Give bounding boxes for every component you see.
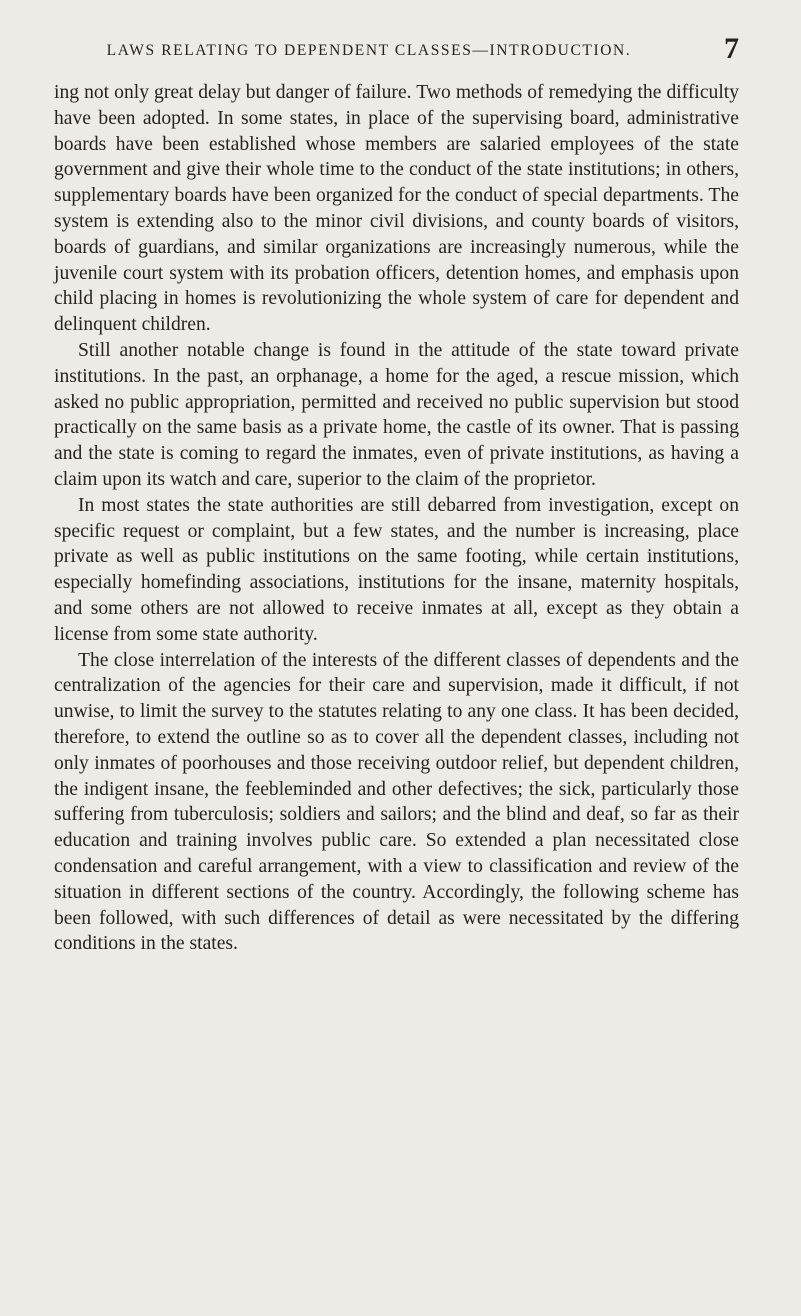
paragraph-investigation: In most states the state authorities are still debarred from investigation, except on specific request or complaint, but a few states, and the number is increasing, place private as well as public institutions on the same footing, while certain institutions, especially homefinding associations, institutions for the insane, maternity hospitals, and some others are not allowed to receive inmates at all, except as they obtain a license from some state authority.: [54, 494, 739, 645]
running-head: LAWS RELATING TO DEPENDENT CLASSES—INTRODUCTION.: [106, 42, 632, 59]
page-number: 7: [724, 32, 739, 65]
body-text: [54, 80, 739, 957]
page-header: [54, 32, 739, 80]
paragraph-private-institutions: Still another notable change is found in the attitude of the state toward private institutions. In the past, an orphanage, a home for the aged, a rescue mission, which asked no public appropriation, permitted and received no public supervision but stood practically on the same basis as a private home, the castle of its owner. That is passing and the state is coming to regard the inmates, even of private institutions, as having a claim upon its watch and care, superior to the claim of the proprietor.: [54, 339, 739, 490]
document-page: [54, 32, 739, 957]
paragraph-continuation: ing not only great delay but danger of failure. Two methods of remedying the difficulty have been adopted. In some states, in place of the supervising board, administrative boards have been established whose members are salaried employees of the state government and give their whole time to the conduct of the state institutions; in others, supplementary boards have been organized for the conduct of special departments. The system is extending also to the minor civil divisions, and county boards of visitors, boards of guardians, and similar organizations are increasingly numerous, while the juvenile court system with its probation officers, detention homes, and emphasis upon child placing in homes is revolutionizing the whole system of care for dependent and delinquent children.: [54, 82, 739, 336]
paragraph-survey-scope: The close interrelation of the interests of the different classes of dependents and the centralization of the agencies for their care and supervision, made it difficult, if not unwise, to limit the survey to the statutes relating to any one class. It has been decided, therefore, to extend the outline so as to cover all the dependent classes, including not only inmates of poorhouses and those receiving outdoor relief, but dependent children, the indigent insane, the feebleminded and other defectives; the sick, particularly those suffering from tuberculosis; soldiers and sailors; and the blind and deaf, so far as their education and training involves public care. So extended a plan necessitated close condensation and careful arrangement, with a view to classification and review of the situation in different sections of the country. Accordingly, the following scheme has been followed, with such differences of detail as were necessitated by the differing conditions in the states.: [54, 649, 739, 955]
